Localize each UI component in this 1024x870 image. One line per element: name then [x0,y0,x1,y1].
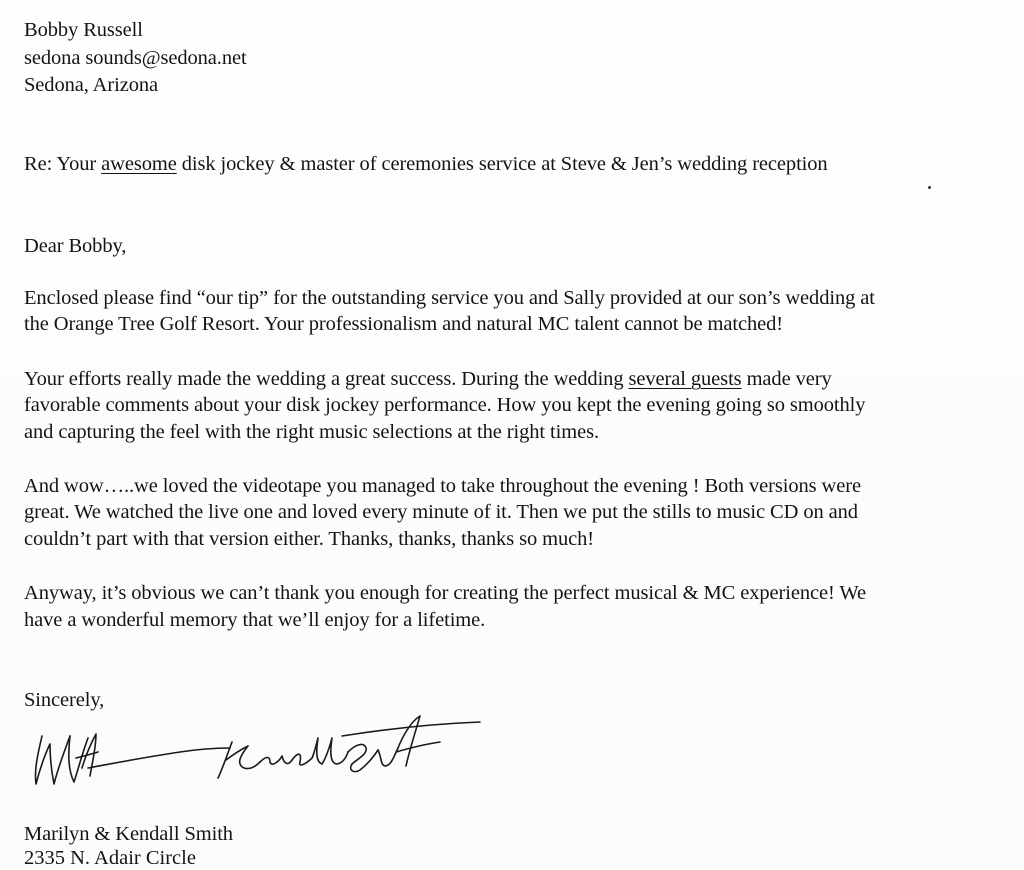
paragraph-4-line-1: Anyway, it’s obvious we can’t thank you enough for creating the perfect musical & MC experience! We [24,582,866,604]
paragraph-2-emphasis: several guests [628,368,742,390]
paragraph-2-after: made very [741,368,832,390]
paragraph-2-line-1 [24,367,832,391]
signers: Marilyn & Kendall Smith [24,823,233,845]
paragraph-3-line-3: couldn’t part with that version either. Thanks, thanks, thanks so much! [24,528,595,550]
sender-email: sedona sounds@sedona.net [24,47,247,69]
subject-rest: disk jockey & master of ceremonies service at Steve & Jen’s wedding reception [176,153,828,175]
scan-speck [928,186,931,189]
address-partial: 2335 N. Adair Circle [24,847,196,869]
paragraph-3-line-2: great. We watched the live one and loved every minute of it. Then we put the stills to music CD on and [24,501,858,523]
subject-line [24,152,828,176]
closing: Sincerely, [24,689,105,711]
paragraph-2-line-2: favorable comments about your disk jockey performance. How you kept the evening going so smoothly [24,394,866,416]
handwritten-signature [30,708,490,808]
paragraph-1-line-1: Enclosed please find “our tip” for the outstanding service you and Sally provided at our son’s wedding at [24,287,875,309]
paragraph-2-line-3: and capturing the feel with the right music selections at the right times. [24,421,599,443]
sender-name: Bobby Russell [24,19,143,41]
sender-location: Sedona, Arizona [24,74,158,96]
subject-prefix: Re: Your [24,153,102,175]
paragraph-1-line-2: the Orange Tree Golf Resort. Your professionalism and natural MC talent cannot be matched! [24,313,784,335]
subject-emphasis: awesome [101,153,177,175]
paragraph-2-before: Your efforts really made the wedding a great success. During the wedding [24,368,629,390]
paragraph-4-line-2: have a wonderful memory that we’ll enjoy for a lifetime. [24,609,486,631]
paragraph-3-line-1: And wow…..we loved the videotape you managed to take throughout the evening ! Both versions were [24,475,861,497]
salutation: Dear Bobby, [24,235,127,257]
